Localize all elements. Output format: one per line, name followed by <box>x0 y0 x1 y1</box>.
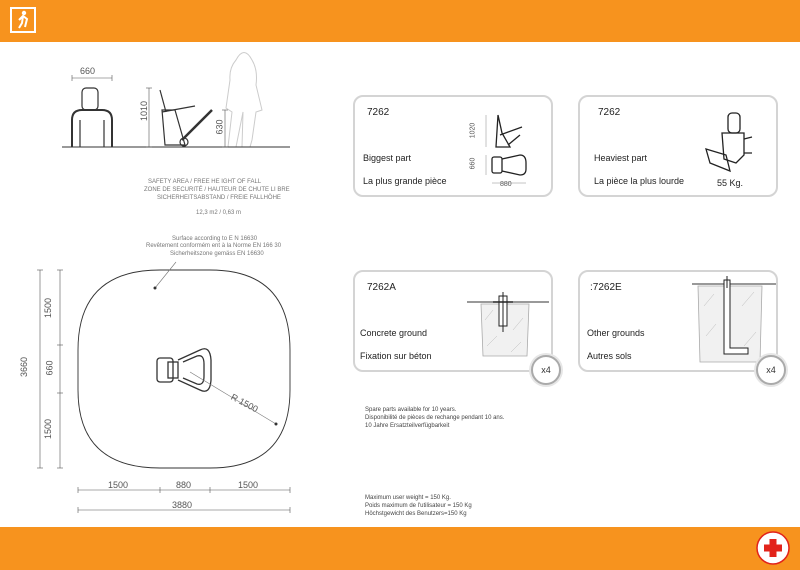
plan-radius: R 1500 <box>229 391 260 415</box>
card-code: 7262 <box>598 107 621 118</box>
card-code: 7262A <box>367 282 396 293</box>
safety-line-3: SICHERHEITSABSTAND / FREIE FALLHÖHE <box>157 195 281 201</box>
card-dim-h1: 1020 <box>469 122 477 139</box>
ground-anchor-drawing <box>692 276 776 366</box>
card-label-en: Concrete ground <box>360 328 428 338</box>
plan-h-mid: 880 <box>176 480 192 490</box>
safety-area-value: 12,3 m2 / 0,63 m <box>196 210 242 216</box>
card-label-en: Other grounds <box>587 328 645 338</box>
fall-height-label: 630 <box>214 119 225 135</box>
card-label-fr: La pièce la plus lourde <box>594 176 685 186</box>
card-label-fr: La plus grande pièce <box>363 176 447 186</box>
plan-v-mid: 660 <box>44 360 55 376</box>
card-label-en: Heaviest part <box>594 153 648 163</box>
card-other-grounds <box>578 270 778 372</box>
card-code: :7262E <box>590 282 622 293</box>
card-code: 7262 <box>367 107 390 118</box>
surface-line-1: Surface according to E N 16630 <box>172 236 258 242</box>
plan-h-left: 1500 <box>108 480 129 490</box>
spare-line-2: Disponibilité de pièces de rechange pendant 10 ans. <box>365 415 505 421</box>
qty-badge-concrete: x4 <box>531 355 561 385</box>
elevation-height-label: 1010 <box>139 100 150 122</box>
weight-line-2: Poids maximum de l'utilisateur = 150 Kg <box>365 503 472 509</box>
card-concrete-ground <box>353 270 553 372</box>
surface-line-2: Revêtement conformém ent à la Norme EN 166 30 <box>146 243 282 249</box>
spare-line-3: 10 Jahre Ersatzteilverfügbarkeit <box>365 423 450 429</box>
card-dim-h2: 660 <box>469 157 477 170</box>
weight-line-1: Maximum user weight = 150 Kg. <box>365 495 451 501</box>
safety-line-1: SAFETY AREA / FREE HE IGHT OF FALL <box>148 179 262 185</box>
weight-line-3: Höchstgewicht des Benutzers=150 Kg <box>365 511 467 517</box>
surface-line-3: Sicherheitszone gemäss EN 16630 <box>170 251 264 257</box>
concrete-anchor-drawing <box>467 290 549 360</box>
spare-line-1: Spare parts available for 10 years. <box>365 407 457 413</box>
card-dim-w: 880 <box>500 181 512 188</box>
safety-line-2: ZONE DE SECURITÉ / HAUTEUR DE CHUTE LI BRE <box>144 187 290 193</box>
biggest-part-drawing <box>480 105 550 191</box>
plan-total-width: 3880 <box>172 500 193 510</box>
plan-h-right: 1500 <box>238 480 259 490</box>
heaviest-part-drawing <box>700 109 770 175</box>
card-heaviest-part <box>578 95 778 197</box>
card-weight: 55 Kg. <box>717 178 744 188</box>
card-label-en: Biggest part <box>363 153 412 163</box>
plan-total-height: 3660 <box>19 356 30 378</box>
card-label-fr: Fixation sur béton <box>360 351 432 361</box>
card-label-fr: Autres sols <box>587 351 632 361</box>
elevation-width-label: 660 <box>80 66 96 76</box>
qty-badge-other: x4 <box>756 355 786 385</box>
plan-v-bot: 1500 <box>43 418 54 440</box>
card-biggest-part <box>353 95 553 197</box>
plan-v-top: 1500 <box>43 297 54 319</box>
